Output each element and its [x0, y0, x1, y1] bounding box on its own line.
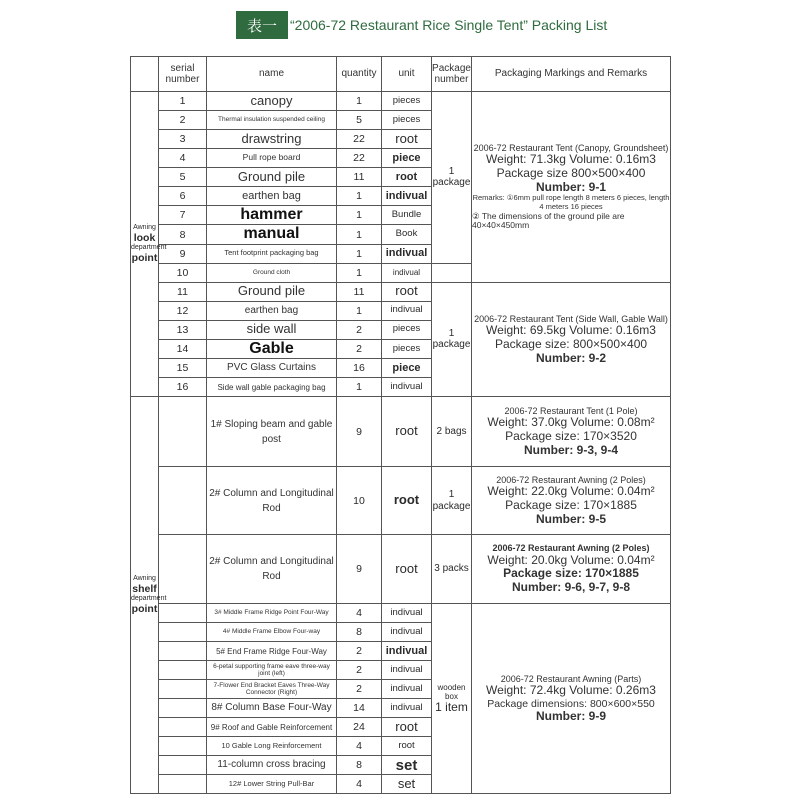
quantity-cell: 14: [337, 699, 382, 718]
name-cell: 4# Middle Frame Elbow Four-way: [207, 623, 337, 642]
quantity-cell: 9: [337, 535, 382, 604]
unit-cell: indivual: [382, 187, 432, 206]
unit-cell: indivual: [382, 623, 432, 642]
name-cell: 9# Roof and Gable Reinforcement: [207, 718, 337, 737]
page-title: [236, 11, 607, 39]
name-cell: hammer: [207, 206, 337, 225]
serial-cell: 7: [159, 206, 207, 225]
serial-cell: [159, 661, 207, 680]
name-cell: side wall: [207, 320, 337, 339]
quantity-cell: 4: [337, 604, 382, 623]
quantity-cell: 1: [337, 301, 382, 320]
name-cell: 12# Lower String Pull-Bar: [207, 775, 337, 794]
header-blank: [131, 57, 159, 92]
serial-cell: 5: [159, 168, 207, 187]
serial-cell: [159, 397, 207, 467]
title-badge: 表一: [236, 11, 288, 39]
serial-cell: 9: [159, 244, 207, 263]
unit-cell: indivual: [382, 699, 432, 718]
name-cell: Thermal insulation suspended ceiling: [207, 111, 337, 130]
unit-cell: pieces: [382, 92, 432, 111]
serial-cell: 14: [159, 339, 207, 358]
unit-cell: root: [382, 130, 432, 149]
table-row: [131, 397, 671, 467]
name-cell: Gable: [207, 339, 337, 358]
unit-cell: root: [382, 168, 432, 187]
unit-cell: indivual: [382, 680, 432, 699]
unit-cell: set: [382, 775, 432, 794]
name-cell: 1# Sloping beam and gable post: [207, 397, 337, 467]
remarks-cell-3: 2006-72 Restaurant Tent (1 Pole) Weight: 37.0kg Volume: 0.08m² Package size: 170×3520 Number: 9-3, 9-4: [472, 397, 671, 467]
name-cell: 7-Flower End Bracket Eaves Three-Way Connector (Right): [207, 680, 337, 699]
serial-cell: [159, 642, 207, 661]
header-remarks: Packaging Markings and Remarks: [472, 57, 671, 92]
quantity-cell: 2: [337, 642, 382, 661]
quantity-cell: 2: [337, 339, 382, 358]
package-cell-2: 1 package: [432, 282, 472, 396]
unit-cell: root: [382, 737, 432, 756]
name-cell: earthen bag: [207, 187, 337, 206]
quantity-cell: 4: [337, 775, 382, 794]
header-name: name: [207, 57, 337, 92]
quantity-cell: 11: [337, 168, 382, 187]
table-row: [131, 92, 671, 111]
header-row: [131, 57, 671, 92]
title-text: “2006-72 Restaurant Rice Single Tent” Packing List: [290, 17, 608, 33]
quantity-cell: 22: [337, 130, 382, 149]
serial-cell: [159, 737, 207, 756]
name-cell: drawstring: [207, 130, 337, 149]
quantity-cell: 1: [337, 244, 382, 263]
serial-cell: [159, 775, 207, 794]
quantity-cell: 24: [337, 718, 382, 737]
unit-cell: root: [382, 718, 432, 737]
unit-cell: root: [382, 282, 432, 301]
header-quantity: quantity: [337, 57, 382, 92]
package-cell-6: wooden box 1 item: [432, 604, 472, 794]
unit-cell: Book: [382, 225, 432, 244]
group-label-2: Awning shelf department point: [131, 397, 159, 794]
serial-cell: [159, 535, 207, 604]
serial-cell: 11: [159, 282, 207, 301]
unit-cell: set: [382, 756, 432, 775]
name-cell: manual: [207, 225, 337, 244]
quantity-cell: 10: [337, 467, 382, 535]
quantity-cell: 2: [337, 661, 382, 680]
serial-cell: 15: [159, 359, 207, 378]
quantity-cell: 1: [337, 378, 382, 397]
quantity-cell: 1: [337, 225, 382, 244]
quantity-cell: 5: [337, 111, 382, 130]
serial-cell: [159, 623, 207, 642]
serial-cell: 2: [159, 111, 207, 130]
name-cell: 2# Column and Longitudinal Rod: [207, 535, 337, 604]
name-cell: 5# End Frame Ridge Four-Way: [207, 642, 337, 661]
quantity-cell: 2: [337, 680, 382, 699]
unit-cell: root: [382, 397, 432, 467]
name-cell: earthen bag: [207, 301, 337, 320]
header-serial: serial number: [159, 57, 207, 92]
header-package: Package number: [432, 57, 472, 92]
serial-cell: 1: [159, 92, 207, 111]
quantity-cell: 8: [337, 756, 382, 775]
unit-cell: indivual: [382, 301, 432, 320]
name-cell: canopy: [207, 92, 337, 111]
package-blank: [432, 263, 472, 282]
unit-cell: indivual: [382, 661, 432, 680]
remarks-cell-4: 2006-72 Restaurant Awning (2 Poles) Weight: 22.0kg Volume: 0.04m² Package size: 170×1885 Number: 9-5: [472, 467, 671, 535]
quantity-cell: 16: [337, 359, 382, 378]
serial-cell: [159, 604, 207, 623]
package-cell-3: 2 bags: [432, 397, 472, 467]
serial-cell: [159, 699, 207, 718]
table-row: [131, 282, 671, 301]
quantity-cell: 11: [337, 282, 382, 301]
name-cell: 3# Middle Frame Ridge Point Four-Way: [207, 604, 337, 623]
unit-cell: indivual: [382, 244, 432, 263]
unit-cell: pieces: [382, 339, 432, 358]
unit-cell: piece: [382, 359, 432, 378]
name-cell: 6-petal supporting frame eave three-way joint (left): [207, 661, 337, 680]
name-cell: 8# Column Base Four-Way: [207, 699, 337, 718]
table-row: [131, 467, 671, 535]
name-cell: 2# Column and Longitudinal Rod: [207, 467, 337, 535]
unit-cell: pieces: [382, 320, 432, 339]
quantity-cell: 1: [337, 263, 382, 282]
unit-cell: indivual: [382, 642, 432, 661]
serial-cell: 6: [159, 187, 207, 206]
serial-cell: 16: [159, 378, 207, 397]
quantity-cell: 22: [337, 149, 382, 168]
table-row: [131, 604, 671, 623]
unit-cell: root: [382, 535, 432, 604]
quantity-cell: 1: [337, 92, 382, 111]
header-unit: unit: [382, 57, 432, 92]
remarks-cell-1: 2006-72 Restaurant Tent (Canopy, Groundsheet) Weight: 71.3kg Volume: 0.16m3 Package size 800×500×400 Number: 9-1 Remarks: ①6mm pull rope length 8 meters 6 pieces, length 4 meters 16 pieces ② The dimensions of the ground pile are 40×40×450mm: [472, 92, 671, 283]
serial-cell: 8: [159, 225, 207, 244]
name-cell: Ground cloth: [207, 263, 337, 282]
unit-cell: Bundle: [382, 206, 432, 225]
package-cell-5: 3 packs: [432, 535, 472, 604]
quantity-cell: 9: [337, 397, 382, 467]
name-cell: Ground pile: [207, 168, 337, 187]
serial-cell: 4: [159, 149, 207, 168]
remarks-cell-2: 2006-72 Restaurant Tent (Side Wall, Gable Wall) Weight: 69.5kg Volume: 0.16m3 Package size: 800×500×400 Number: 9-2: [472, 282, 671, 396]
serial-cell: 13: [159, 320, 207, 339]
serial-cell: 12: [159, 301, 207, 320]
quantity-cell: 4: [337, 737, 382, 756]
remarks-cell-6: 2006-72 Restaurant Awning (Parts) Weight: 72.4kg Volume: 0.26m3 Package dimensions: 800×600×550 Number: 9-9: [472, 604, 671, 794]
name-cell: Ground pile: [207, 282, 337, 301]
unit-cell: piece: [382, 149, 432, 168]
packing-list-table: [130, 56, 671, 794]
quantity-cell: 1: [337, 206, 382, 225]
name-cell: 11-column cross bracing: [207, 756, 337, 775]
serial-cell: [159, 467, 207, 535]
remarks-cell-5: 2006-72 Restaurant Awning (2 Poles) Weight: 20.0kg Volume: 0.04m² Package size: 170×1885 Number: 9-6, 9-7, 9-8: [472, 535, 671, 604]
table-row: [131, 535, 671, 604]
unit-cell: indivual: [382, 604, 432, 623]
quantity-cell: 1: [337, 187, 382, 206]
unit-cell: indivual: [382, 378, 432, 397]
serial-cell: [159, 756, 207, 775]
name-cell: Tent footprint packaging bag: [207, 244, 337, 263]
name-cell: PVC Glass Curtains: [207, 359, 337, 378]
serial-cell: 10: [159, 263, 207, 282]
name-cell: Side wall gable packaging bag: [207, 378, 337, 397]
serial-cell: [159, 680, 207, 699]
quantity-cell: 8: [337, 623, 382, 642]
package-cell-4: 1 package: [432, 467, 472, 535]
unit-cell: indivual: [382, 263, 432, 282]
unit-cell: root: [382, 467, 432, 535]
serial-cell: [159, 718, 207, 737]
unit-cell: pieces: [382, 111, 432, 130]
name-cell: 10 Gable Long Reinforcement: [207, 737, 337, 756]
quantity-cell: 2: [337, 320, 382, 339]
package-cell-1: 1 package: [432, 92, 472, 264]
name-cell: Pull rope board: [207, 149, 337, 168]
group-label-1: Awning look department point: [131, 92, 159, 397]
serial-cell: 3: [159, 130, 207, 149]
